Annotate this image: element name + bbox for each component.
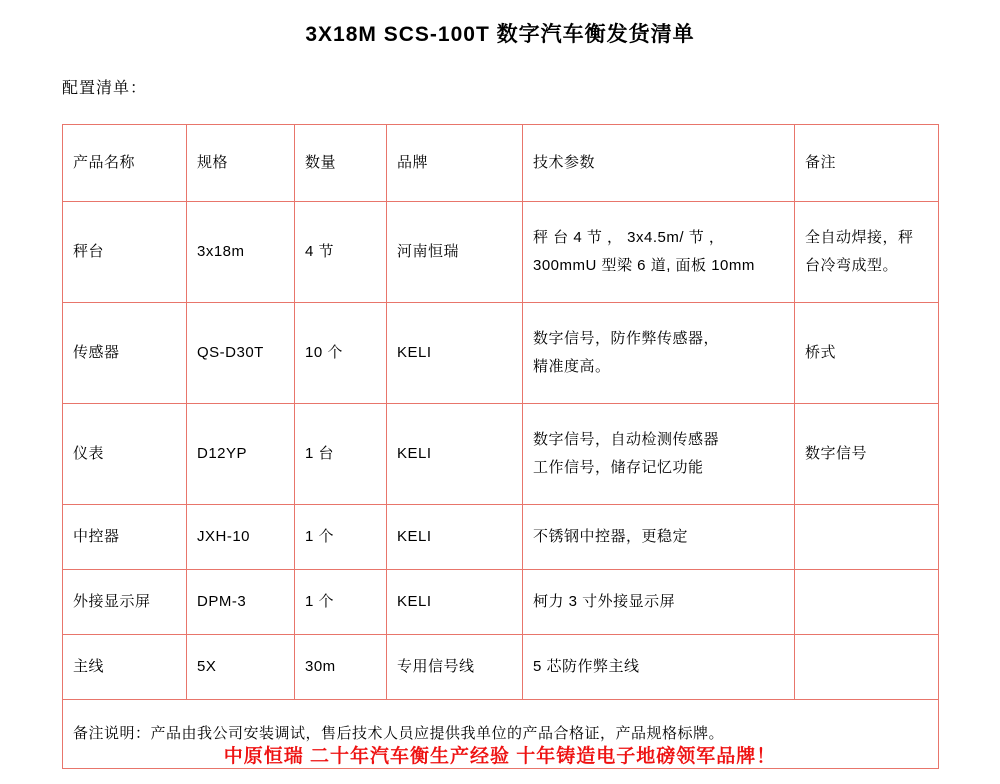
cell-spec: DPM-3 — [187, 570, 295, 635]
cell-brand: KELI — [387, 404, 523, 505]
cell-brand: 专用信号线 — [387, 635, 523, 700]
table-row — [63, 404, 939, 505]
cell-note — [795, 202, 939, 303]
spec-table — [62, 124, 939, 769]
cell-note — [795, 570, 939, 635]
config-list-label: 配置清单： — [62, 80, 148, 98]
column-header-name: 产品名称 — [63, 125, 187, 202]
page-title: 3X18M SCS-100T 数字汽车衡发货清单 — [305, 23, 695, 46]
cell-qty: 1 个 — [295, 505, 387, 570]
cell-spec: D12YP — [187, 404, 295, 505]
cell-tech-line2: 工作信号，储存记忆功能 — [533, 459, 704, 477]
cell-spec: JXH-10 — [187, 505, 295, 570]
cell-brand: 河南恒瑞 — [387, 202, 523, 303]
cell-note — [795, 303, 939, 404]
cell-tech — [523, 202, 795, 303]
cell-tech-line2: 300mmU 型梁 6 道, 面板 10mm — [533, 257, 755, 275]
column-header-tech: 技术参数 — [523, 125, 795, 202]
cell-tech-line2: 精准度高。 — [533, 358, 611, 376]
column-header-note: 备注 — [795, 125, 939, 202]
cell-qty: 1 台 — [295, 404, 387, 505]
cell-name: 传感器 — [63, 303, 187, 404]
cell-spec: 3x18m — [187, 202, 295, 303]
cell-note-line2: 台冷弯成型。 — [805, 257, 899, 275]
table-row — [63, 505, 939, 570]
cell-tech: 不锈钢中控器，更稳定 — [523, 505, 795, 570]
cell-name: 主线 — [63, 635, 187, 700]
cell-tech-line1: 数字信号，自动检测传感器 — [533, 430, 720, 448]
cell-note-line1: 数字信号 — [805, 445, 868, 463]
column-header-spec: 规格 — [187, 125, 295, 202]
cell-qty: 30m — [295, 635, 387, 700]
table-header-row — [63, 125, 939, 202]
table-row — [63, 202, 939, 303]
cell-name: 中控器 — [63, 505, 187, 570]
table-row — [63, 303, 939, 404]
cell-note-line1: 全自动焊接，秤 — [805, 228, 914, 246]
cell-spec: 5X — [187, 635, 295, 700]
cell-spec: QS-D30T — [187, 303, 295, 404]
cell-tech — [523, 303, 795, 404]
document-page — [0, 20, 1000, 784]
cell-tech — [523, 404, 795, 505]
table-row — [63, 635, 939, 700]
cell-qty: 1 个 — [295, 570, 387, 635]
cell-tech: 5 芯防作弊主线 — [523, 635, 795, 700]
cell-note — [795, 404, 939, 505]
table-note: 备注说明：产品由我公司安装调试，售后技术人员应提供我单位的产品合格证，产品规格标牌。 — [63, 700, 939, 769]
cell-note-line1: 桥式 — [805, 344, 837, 362]
cell-note — [795, 635, 939, 700]
cell-brand: KELI — [387, 303, 523, 404]
cell-tech: 柯力 3 寸外接显示屏 — [523, 570, 795, 635]
cell-name: 外接显示屏 — [63, 570, 187, 635]
cell-qty: 4 节 — [295, 202, 387, 303]
cell-note — [795, 505, 939, 570]
table-row — [63, 570, 939, 635]
cell-name: 仪表 — [63, 404, 187, 505]
cell-brand: KELI — [387, 505, 523, 570]
cell-name: 秤台 — [63, 202, 187, 303]
footer-slogan: 中原恒瑞 二十年汽车衡生产经验 十年铸造电子地磅领军品牌！ — [223, 746, 777, 767]
cell-qty: 10 个 — [295, 303, 387, 404]
cell-tech-line1: 秤 台 4 节 ， 3x4.5m/ 节 ， — [533, 228, 725, 246]
cell-tech-line1: 数字信号，防作弊传感器， — [533, 329, 720, 347]
column-header-brand: 品牌 — [387, 125, 523, 202]
column-header-qty: 数量 — [295, 125, 387, 202]
cell-brand: KELI — [387, 570, 523, 635]
